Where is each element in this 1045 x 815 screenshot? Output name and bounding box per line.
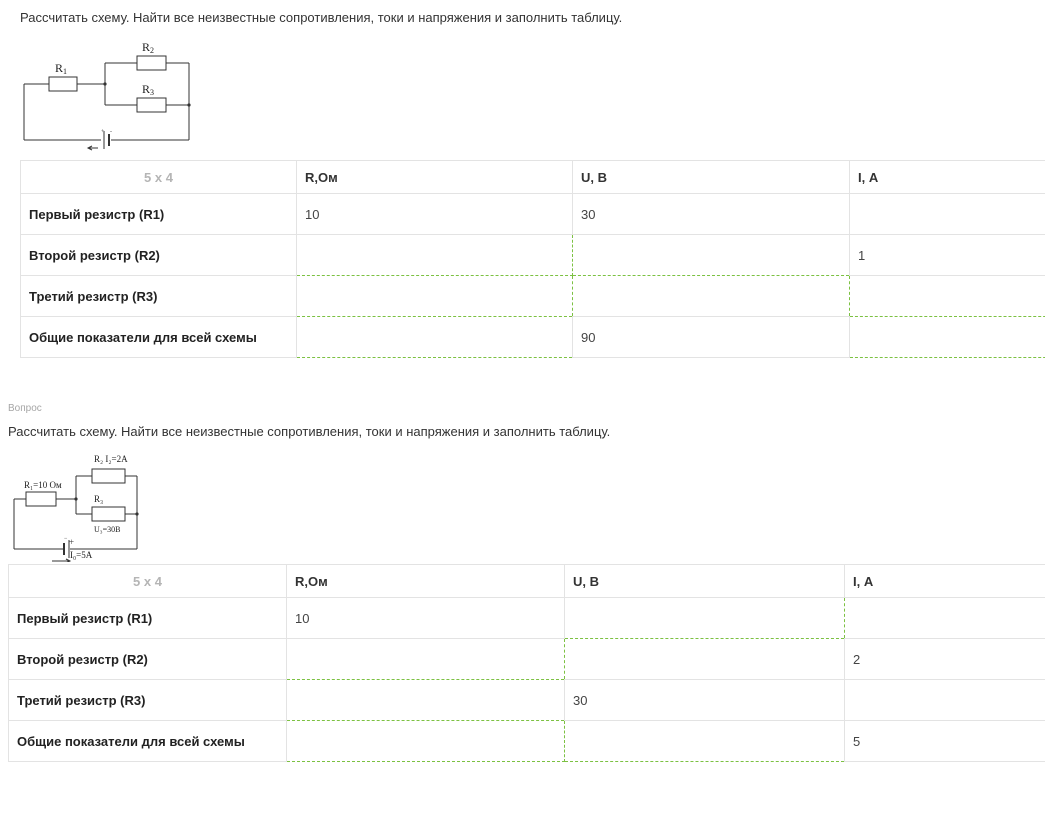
svg-text:+: +: [101, 129, 105, 135]
r1-sub: 1: [63, 67, 68, 76]
answer-cell-u[interactable]: [573, 235, 850, 276]
i0-label: I₀=5A: [70, 550, 93, 560]
question-label: Вопрос: [8, 403, 42, 414]
r3-label: R₃: [94, 494, 104, 504]
table-header-row: [9, 565, 1045, 598]
answer-cell-i[interactable]: [850, 317, 1045, 358]
row-label: Третий резистр (R3): [21, 276, 297, 317]
row-label: Второй резистр (R2): [9, 639, 287, 680]
answer-cell-r[interactable]: [287, 721, 565, 762]
table-row: [21, 276, 1045, 317]
svg-text:R3: [142, 82, 154, 97]
cell-u: 90: [573, 317, 850, 358]
resistor-r1: [49, 77, 77, 91]
r2-sub: 2: [150, 46, 155, 55]
row-label: Третий резистр (R3): [9, 680, 287, 721]
cell-u: 30: [573, 194, 850, 235]
circuit-diagram-1: [22, 42, 202, 154]
resistor-r2: [92, 469, 125, 483]
row-label: Общие показатели для всей схемы: [21, 317, 297, 358]
resistor-r3: [137, 98, 166, 112]
svg-text:-: -: [110, 129, 112, 135]
row-label: Первый резистр (R1): [21, 194, 297, 235]
answer-cell-i[interactable]: [850, 194, 1045, 235]
r1-label: R: [55, 61, 64, 75]
row-label: Первый резистр (R1): [9, 598, 287, 639]
table-header-row: [21, 161, 1045, 194]
question-2: [8, 395, 1045, 762]
resistor-r2: [137, 56, 166, 70]
cell-u: 30: [565, 680, 845, 721]
answer-cell-i[interactable]: [845, 598, 1045, 639]
u3-label: U₃=30В: [94, 525, 121, 534]
answer-table-2: [8, 564, 1045, 762]
answer-cell-r[interactable]: [297, 235, 573, 276]
answer-cell-r[interactable]: [287, 680, 565, 721]
svg-text:R2: [142, 42, 154, 55]
circuit-diagram-2: [12, 446, 162, 562]
r3-sub: 3: [150, 88, 155, 97]
row-label: Общие показатели для всей схемы: [9, 721, 287, 762]
header-resistance: R,Ом: [287, 565, 565, 598]
header-voltage: U, В: [573, 161, 850, 194]
svg-text:−: −: [64, 536, 68, 542]
cell-i: 1: [850, 235, 1045, 276]
cell-r: 10: [297, 194, 573, 235]
answer-table-1: [20, 160, 1045, 358]
task-text: Рассчитать схему. Найти все неизвестные сопротивления, токи и напряжения и заполнить таблицу.: [20, 10, 623, 25]
table-row: [9, 639, 1045, 680]
header-resistance: R,Ом: [297, 161, 573, 194]
resistor-r1: [26, 492, 56, 506]
cell-r: 10: [287, 598, 565, 639]
answer-cell-r[interactable]: [297, 317, 573, 358]
table-row: [21, 317, 1045, 358]
cell-i: 5: [845, 721, 1045, 762]
svg-text:R1: [55, 61, 67, 76]
answer-cell-r[interactable]: [297, 276, 573, 317]
table-row: [9, 680, 1045, 721]
answer-cell-r[interactable]: [287, 639, 565, 680]
answer-cell-u[interactable]: [565, 639, 845, 680]
r2-label: R: [142, 42, 151, 54]
header-voltage: U, В: [565, 565, 845, 598]
resistor-r3: [92, 507, 125, 521]
header-current: I, А: [850, 161, 1045, 194]
table-row: [21, 194, 1045, 235]
row-label: Второй резистр (R2): [21, 235, 297, 276]
answer-cell-i[interactable]: [845, 680, 1045, 721]
answer-cell-u[interactable]: [565, 721, 845, 762]
header-current: I, А: [845, 565, 1045, 598]
table-row: [9, 721, 1045, 762]
r3-label: R: [142, 82, 151, 96]
cell-i: 2: [845, 639, 1045, 680]
table-row: [21, 235, 1045, 276]
question-1: [20, 0, 1045, 358]
r2-label: R₂ I₂=2A: [94, 454, 128, 464]
task-text: Рассчитать схему. Найти все неизвестные сопротивления, токи и напряжения и заполнить таблицу.: [8, 424, 611, 439]
answer-cell-u[interactable]: [565, 598, 845, 639]
svg-text:+: +: [69, 537, 75, 547]
answer-cell-u[interactable]: [573, 276, 850, 317]
table-size-label: 5 x 4: [21, 161, 297, 194]
r1-label: R₁=10 Ом: [24, 480, 62, 490]
table-size-label: 5 x 4: [9, 565, 287, 598]
answer-cell-i[interactable]: [850, 276, 1045, 317]
table-row: [9, 598, 1045, 639]
